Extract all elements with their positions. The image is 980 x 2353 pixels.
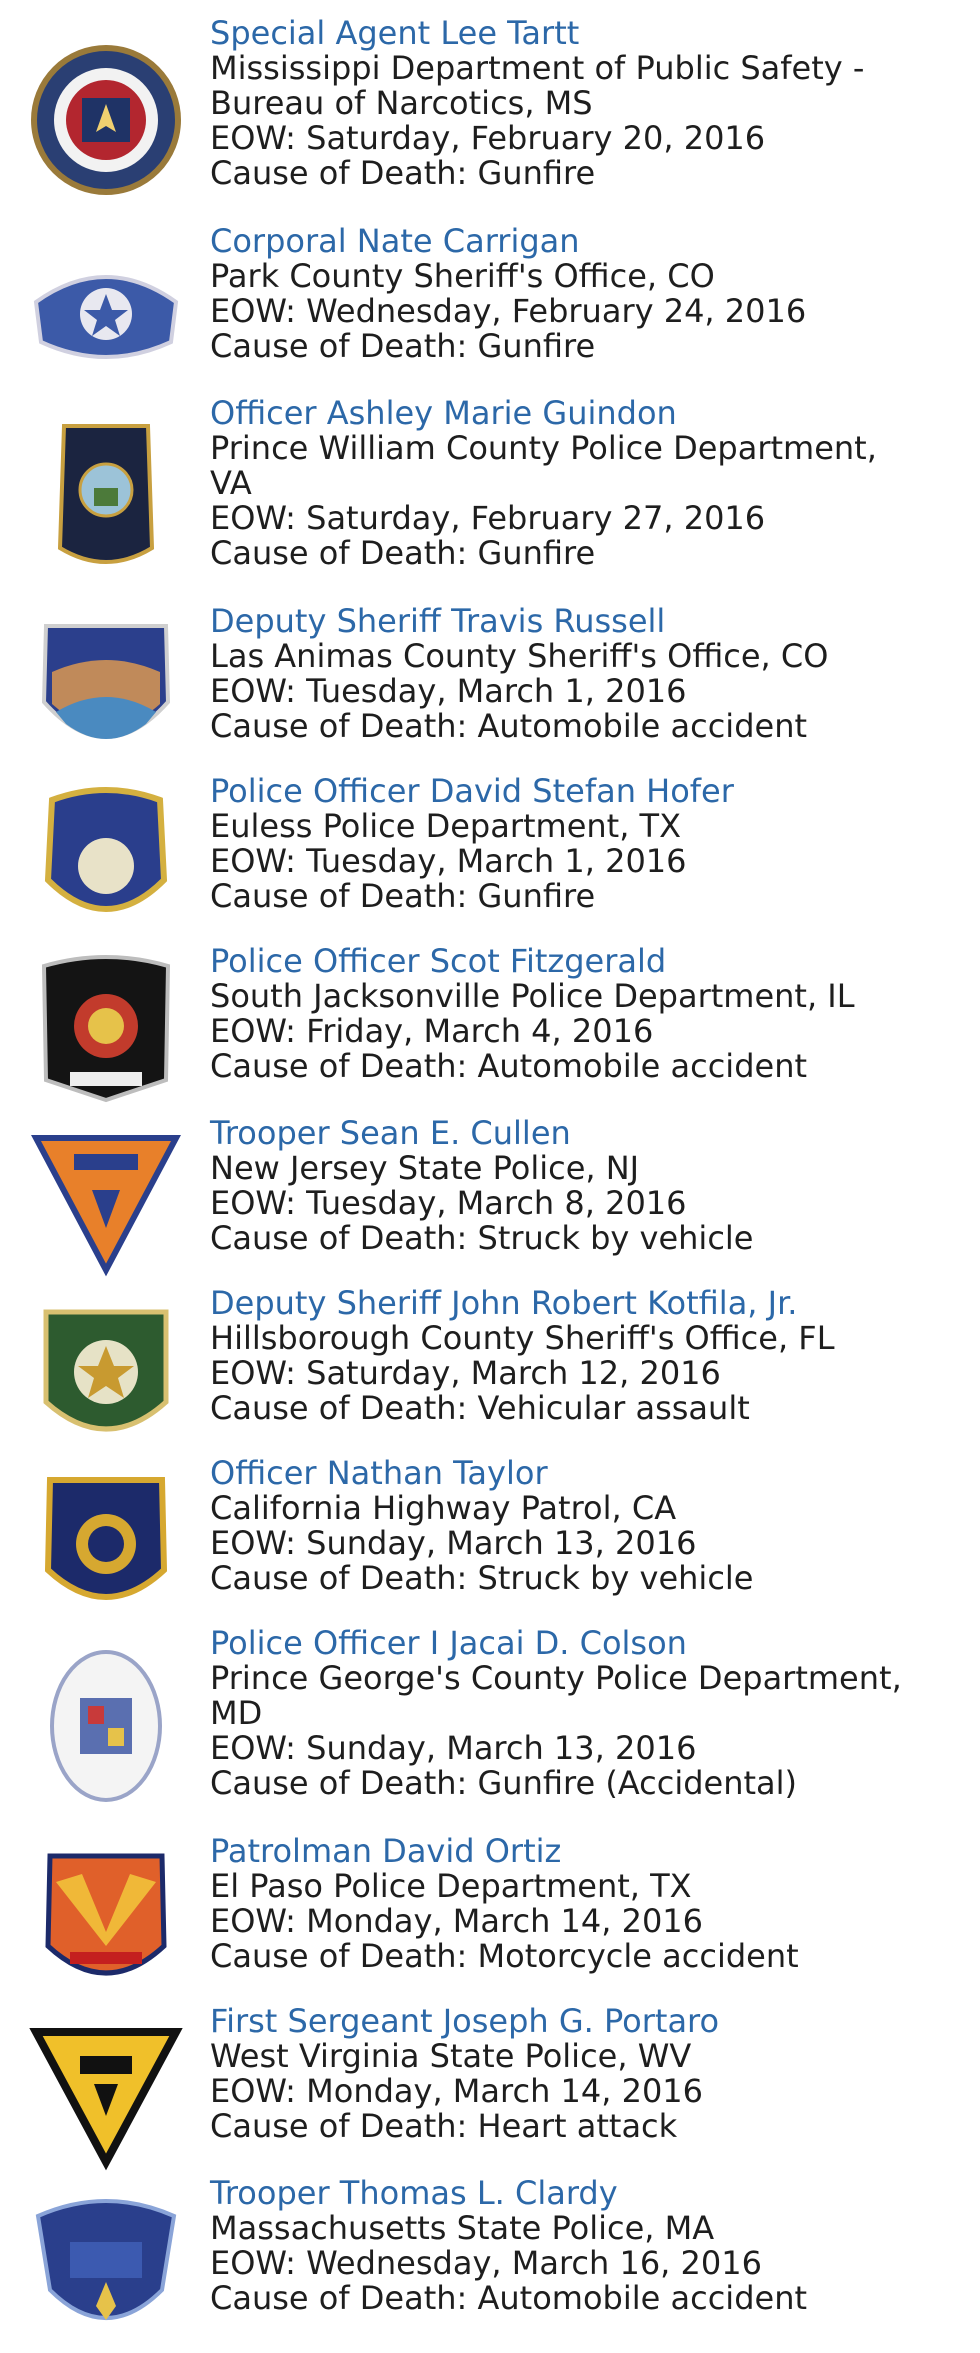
officer-name-link[interactable]: Trooper Thomas L. Clardy — [210, 2174, 618, 2212]
cause-of-death: Cause of Death: Vehicular assault — [210, 1389, 750, 1427]
officer-name-link[interactable]: First Sergeant Joseph G. Portaro — [210, 2002, 720, 2040]
agency-patch-icon — [26, 232, 186, 392]
cause-of-death: Cause of Death: Automobile accident — [210, 2279, 808, 2317]
agency-patch-icon — [26, 1298, 186, 1458]
agency-patch-icon — [26, 1646, 186, 1806]
agency-patch-icon — [26, 780, 186, 940]
officer-name-link[interactable]: Deputy Sheriff John Robert Kotfila, Jr. — [210, 1284, 798, 1322]
end-of-watch: EOW: Friday, March 4, 2016 — [210, 1012, 654, 1050]
agency-patch-icon — [26, 1120, 186, 1280]
agency-line: Park County Sheriff's Office, CO — [210, 257, 715, 295]
end-of-watch: EOW: Sunday, March 13, 2016 — [210, 1524, 697, 1562]
agency-patch-icon — [26, 950, 186, 1110]
agency-line: MD — [210, 1694, 263, 1732]
cause-of-death: Cause of Death: Gunfire — [210, 154, 596, 192]
end-of-watch: EOW: Monday, March 14, 2016 — [210, 1902, 704, 1940]
cause-of-death: Cause of Death: Gunfire — [210, 534, 596, 572]
cause-of-death: Cause of Death: Gunfire — [210, 327, 596, 365]
end-of-watch: EOW: Tuesday, March 1, 2016 — [210, 842, 687, 880]
agency-patch-icon — [26, 1842, 186, 2002]
agency-line: Bureau of Narcotics, MS — [210, 84, 593, 122]
officer-name-link[interactable]: Trooper Sean E. Cullen — [210, 1114, 571, 1152]
agency-patch-icon — [26, 40, 186, 200]
agency-line: Euless Police Department, TX — [210, 807, 682, 845]
end-of-watch: EOW: Saturday, February 27, 2016 — [210, 499, 766, 537]
agency-patch-icon — [26, 612, 186, 772]
agency-line: VA — [210, 464, 252, 502]
agency-line: Mississippi Department of Public Safety - — [210, 49, 865, 87]
officer-name-link[interactable]: Special Agent Lee Tartt — [210, 14, 580, 52]
officer-name-link[interactable]: Deputy Sheriff Travis Russell — [210, 602, 666, 640]
agency-line: West Virginia State Police, WV — [210, 2037, 692, 2075]
agency-patch-icon — [26, 418, 186, 578]
cause-of-death: Cause of Death: Heart attack — [210, 2107, 678, 2145]
agency-line: Hillsborough County Sheriff's Office, FL — [210, 1319, 835, 1357]
cause-of-death: Cause of Death: Motorcycle accident — [210, 1937, 799, 1975]
agency-line: New Jersey State Police, NJ — [210, 1149, 640, 1187]
cause-of-death: Cause of Death: Automobile accident — [210, 1047, 808, 1085]
end-of-watch: EOW: Saturday, February 20, 2016 — [210, 119, 766, 157]
officer-name-link[interactable]: Police Officer David Stefan Hofer — [210, 772, 734, 810]
end-of-watch: EOW: Wednesday, February 24, 2016 — [210, 292, 807, 330]
officer-name-link[interactable]: Corporal Nate Carrigan — [210, 222, 580, 260]
officer-name-link[interactable]: Police Officer Scot Fitzgerald — [210, 942, 667, 980]
agency-line: Las Animas County Sheriff's Office, CO — [210, 637, 829, 675]
end-of-watch: EOW: Monday, March 14, 2016 — [210, 2072, 704, 2110]
agency-line: Prince William County Police Department, — [210, 429, 877, 467]
cause-of-death: Cause of Death: Gunfire (Accidental) — [210, 1764, 798, 1802]
officer-name-link[interactable]: Officer Nathan Taylor — [210, 1454, 548, 1492]
agency-patch-icon — [26, 2012, 186, 2172]
end-of-watch: EOW: Saturday, March 12, 2016 — [210, 1354, 721, 1392]
end-of-watch: EOW: Tuesday, March 1, 2016 — [210, 672, 687, 710]
cause-of-death: Cause of Death: Struck by vehicle — [210, 1219, 754, 1257]
end-of-watch: EOW: Wednesday, March 16, 2016 — [210, 2244, 762, 2282]
officer-name-link[interactable]: Officer Ashley Marie Guindon — [210, 394, 677, 432]
end-of-watch: EOW: Tuesday, March 8, 2016 — [210, 1184, 687, 1222]
agency-line: South Jacksonville Police Department, IL — [210, 977, 855, 1015]
end-of-watch: EOW: Sunday, March 13, 2016 — [210, 1729, 697, 1767]
agency-line: California Highway Patrol, CA — [210, 1489, 677, 1527]
cause-of-death: Cause of Death: Struck by vehicle — [210, 1559, 754, 1597]
officer-name-link[interactable]: Patrolman David Ortiz — [210, 1832, 562, 1870]
agency-line: El Paso Police Department, TX — [210, 1867, 692, 1905]
cause-of-death: Cause of Death: Automobile accident — [210, 707, 808, 745]
officer-name-link[interactable]: Police Officer I Jacai D. Colson — [210, 1624, 687, 1662]
agency-line: Prince George's County Police Department, — [210, 1659, 902, 1697]
cause-of-death: Cause of Death: Gunfire — [210, 877, 596, 915]
agency-patch-icon — [26, 2186, 186, 2346]
agency-patch-icon — [26, 1466, 186, 1626]
agency-line: Massachusetts State Police, MA — [210, 2209, 715, 2247]
